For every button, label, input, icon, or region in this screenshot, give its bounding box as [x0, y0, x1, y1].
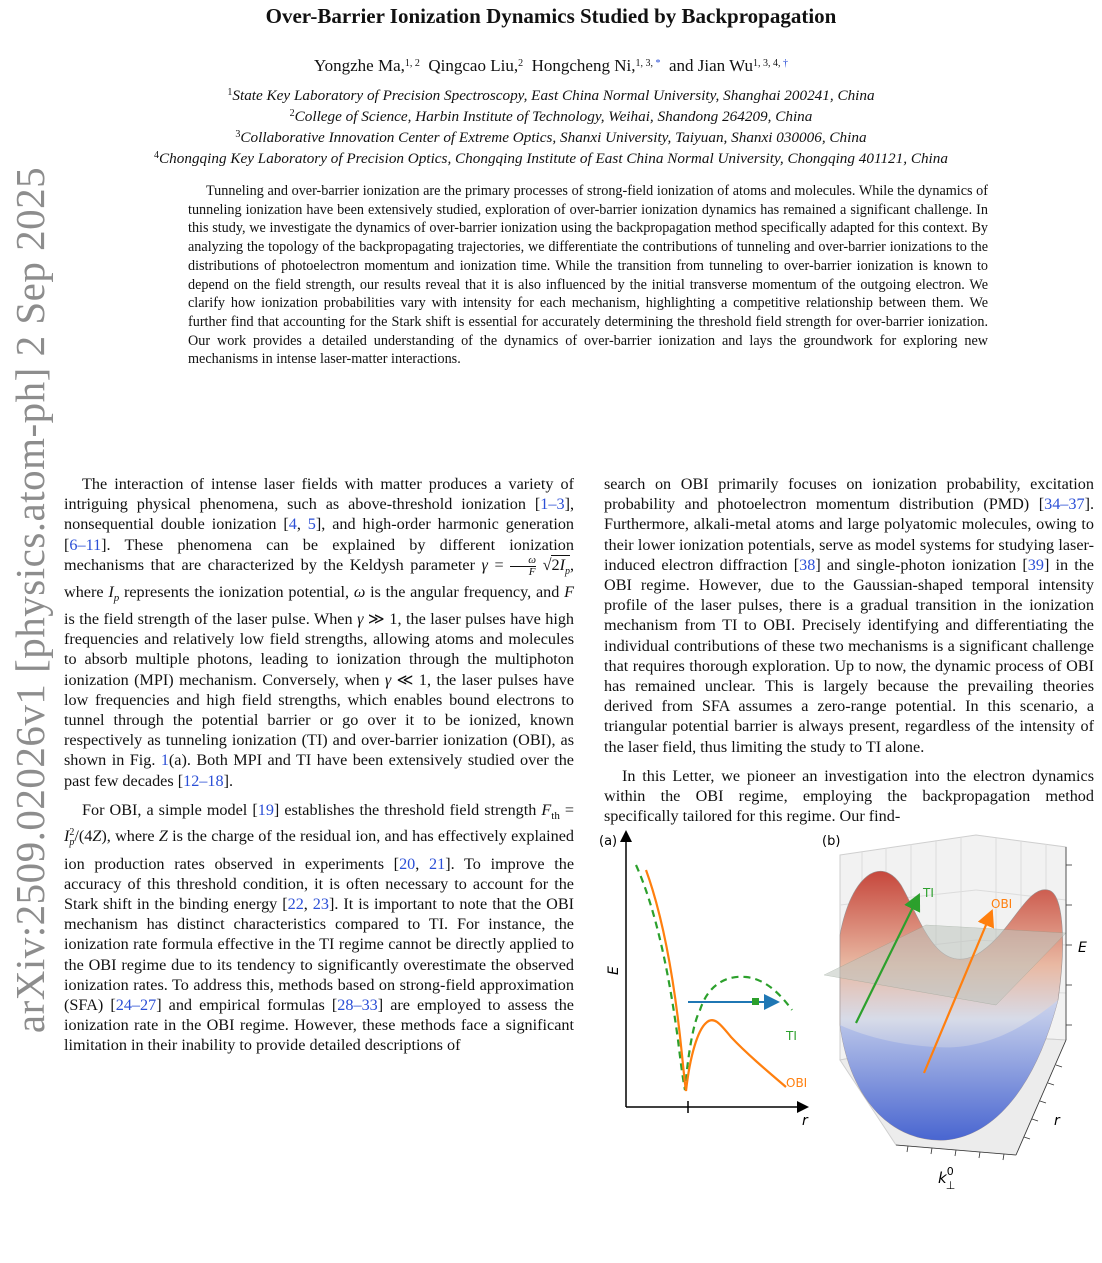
author-affiliation-marker: 1, 2 [404, 58, 420, 69]
author-name: Hongcheng Ni, [531, 56, 636, 75]
affiliation-number: 4 [154, 150, 160, 161]
panel-b-k-label: $k^0$ ⊥ [938, 1165, 956, 1192]
panel-b-r-label: r [1054, 1113, 1060, 1129]
threshold-formula: $F_{th} = I^2_p/(4Z)$ [64, 800, 574, 849]
ti-potential-curve [636, 865, 792, 1090]
citation-link[interactable]: 34–37 [1044, 495, 1085, 514]
author-affiliation-marker: 2 [518, 58, 524, 69]
citation-link[interactable]: 20 [399, 854, 416, 873]
citation-link[interactable]: 22 [287, 895, 304, 914]
obi-potential-curve [646, 870, 786, 1091]
citation-link[interactable]: 1–3 [540, 495, 565, 514]
panel-b-label: (b) [822, 834, 841, 849]
panel-b-z-label: E [1078, 940, 1087, 956]
author-name: Yongzhe Ma, [314, 56, 405, 75]
body-paragraph: search on OBI primarily focuses on ionization probability, excitation probability and photoelectron momentum distribution (PMD) [34–37]. Furthermore, alkali-metal atoms and large polyatomic molecules, owing to their lower ionization potentials, serve as model systems for studying laser-induced electron diffraction [38] and single-photon ionization [39] in the OBI regime. However, due to the Gaussian-shaped temporal intensity profile of the laser pulses, there is a gradual transition in the ionization mechanism from TI to OBI. Precisely identifying and differentiating the individual contributions of these two mechanisms is a significant challenge that requires thorough exploration. Up to now, the dynamic process of OBI has remained unclear. This is largely because the prevailing theories derived from SFA assumes a zero-range potential. In this scenario, a triangular potential barrier is always present, regardless of the intensity of the laser field, thus limiting the study to TI alone. [604, 475, 1094, 756]
citation-link[interactable]: 4 [288, 515, 297, 534]
citation-link[interactable]: 5 [307, 515, 316, 534]
affiliation: $^3$Collaborative Innovation Center of Extreme Optics, Shanxi University, Taiyuan, Shanxi 030006, China [235, 129, 867, 146]
body-column-left [64, 474, 574, 1056]
citation-link[interactable]: 12–18 [183, 771, 224, 790]
body-paragraph: For OBI, a simple model [19] establishes the threshold field strength $F_{th} = I^2_p/(4Z)$, where Z is the charge of the residual ion, and has effectively explained ion production rates observed in experiments [20, 21]. To improve the accuracy of this threshold condition, it is often necessary to account for the Stark shift in the binding energy [22, 23]. It is important to note that the OBI mechanism has distinct characteristics compared to TI. For instance, the ionization rate formula effective in the TI regime cannot be directly applied to the OBI regime due to its tendency to significantly overestimate the observed ionization rates. To address this, methods based on strong-field approximation (SFA) [24–27] and empirical formulas [28–33] are employed to assess the ionization rate in the OBI regime. However, these methods face a significant limitation in their inability to provide detailed descriptions of [64, 800, 575, 1055]
paper-title: Over-Barrier Ionization Dynamics Studied by Backpropagation [265, 4, 837, 28]
corresponding-author-mark[interactable]: † [782, 58, 788, 69]
citation-link[interactable]: 6–11 [69, 535, 102, 554]
affiliation: $^1$State Key Laboratory of Precision Spectroscopy, East China Normal University, Shanghai 200241, China [227, 87, 875, 104]
panel-a-x-label: r [802, 1113, 808, 1129]
arxiv-identifier-sidebar [0, 150, 60, 1050]
ti-curve-label: TI [786, 1029, 797, 1043]
obi-curve-label: OBI [786, 1076, 808, 1090]
affiliation-number: 3 [235, 129, 241, 140]
author-affiliation-marker: 1, 3, [635, 58, 656, 69]
ti-arrow-label: TI [923, 886, 934, 900]
citation-link[interactable]: 24–27 [115, 996, 157, 1015]
citation-link[interactable]: 39 [1027, 555, 1044, 574]
body-paragraph: In this Letter, we pioneer an investigation into the electron dynamics within the OBI regime, employing the backpropagation method specifically tailored for this regime. Our find- [604, 766, 1094, 826]
keldysh-formula: γ = $\frac{\omega}{F}$ $√2I_p$ [481, 553, 570, 578]
panel-b [822, 834, 1087, 1192]
author-name: and Jian Wu [668, 56, 753, 75]
citation-link[interactable]: 21 [429, 854, 446, 873]
figure-1 [596, 825, 1096, 1257]
panel-a [599, 833, 809, 1129]
corresponding-author-mark[interactable]: * [655, 58, 661, 69]
panel-a-y-label: E [606, 966, 622, 975]
citation-link[interactable]: 19 [257, 800, 274, 819]
citation-link[interactable]: 28–33 [337, 996, 378, 1015]
abstract: Tunneling and over-barrier ionization are the primary processes of strong-field ionization of atoms and molecules. While the dynamics of tunneling ionization have been extensively studied, exploration of over-barrier ionization dynamics has remained a significant challenge. In this study, we investigate the dynamics of over-barrier ionization using the backpropagation method specifically adapted for this context. By analyzing the topology of the backpropagating trajectories, we differentiate the contributions of tunneling and over-barrier ionizations to the distributions of photoelectron momentum and ionization time. While the transition from tunneling to over-barrier ionization is known to depend on the field strength, our results reveal that it is also influenced by the initial transverse momentum of the outgoing electron. We clarify how ionization probabilities vary with intensity for each mechanism, highlighting a competitive relationship between them. We further find that accounting for the Stark shift is essential for accurately determining the threshold field strength for over-barrier ionization. Our work provides a detailed understanding of the dynamics of over-barrier ionization and lays the groundwork for exploring new mechanisms in intense laser-matter interactions. [188, 183, 988, 368]
affiliation-list [0, 85, 1102, 169]
body-column-right [604, 474, 1094, 826]
barrier-exit-marker [752, 998, 759, 1005]
affiliation-number: 2 [289, 108, 295, 119]
author-name: Qingcao Liu, [428, 56, 519, 75]
obi-arrow-label: OBI [991, 897, 1013, 911]
author-list [0, 56, 1102, 76]
citation-link[interactable]: 23 [312, 895, 329, 914]
panel-a-label: (a) [599, 834, 618, 849]
affiliation-number: 1 [227, 87, 233, 98]
figure-link[interactable]: 1 [160, 751, 169, 770]
body-paragraph: The interaction of intense laser fields with matter produces a variety of intriguing physical phenomena, such as above-threshold ionization [1–3], nonsequential double ionization [4, 5], and high-order harmonic generation [6–11]. These phenomena can be explained by different ionization mechanisms that are characterized by the Keldysh parameter γ = $\frac{\omega}{F}$ $√2I_p$, where $I_p$ represents the ionization potential, ω is the angular frequency, and F is the field strength of the laser pulse. When γ ≫ 1, the laser pulses have high frequencies and relatively low field strengths, allowing atoms and molecules to absorb multiple photons, leading to ionization through the multiphoton ionization (MPI) mechanism. Conversely, when γ ≪ 1, the laser pulses have low frequencies and high field strengths, which enables bound electrons to tunnel through the potential barrier or go over it to be ionized, known respectively as tunneling ionization (TI) and over-barrier ionization (OBI), as shown in Fig. 1(a). Both MPI and TI have been extensively studied over the past few decades [12–18]. [64, 475, 575, 790]
arxiv-id: arXiv:2509.02026v1 [physics.atom-ph] 2 Sep 2025 [7, 166, 53, 1034]
citation-link[interactable]: 38 [799, 555, 816, 574]
affiliation: $^2$College of Science, Harbin Institute of Technology, Weihai, Shandong 264209, China [289, 108, 813, 125]
affiliation: $^4$Chongqing Key Laboratory of Precision Optics, Chongqing Institute of East China Normal University, Chongqing 401121, China [154, 150, 948, 167]
author-affiliation-marker: 1, 3, 4, [752, 58, 783, 69]
